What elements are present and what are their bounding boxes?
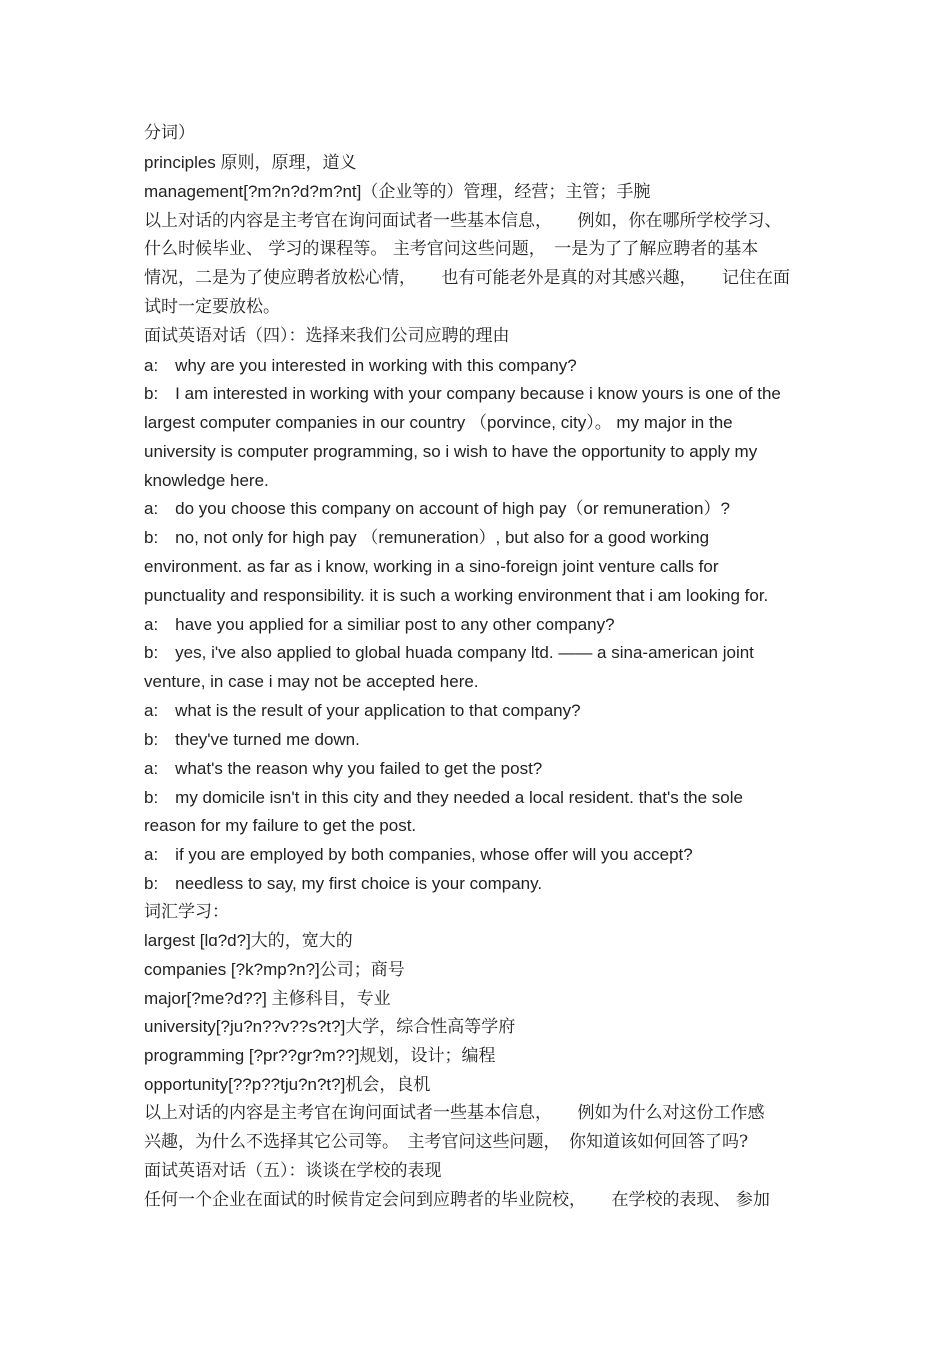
dialogue-line: b: yes, i've also applied to global huada company ltd. —— a sina-american joint (144, 643, 754, 662)
vocab-line: programming [?pr??ɡr?m??]规划，设计；编程 (144, 1046, 496, 1065)
paragraph-line: 试时一定要放松。 (144, 297, 280, 317)
dialogue-line: reason for my failure to get the post. (144, 816, 417, 835)
section-heading: 面试英语对话（四）：选择来我们公司应聘的理由 (144, 326, 510, 346)
paragraph-line: 情况，二是为了使应聘者放松心情， 也有可能老外是真的对其感兴趣， 记住在面 (144, 268, 790, 288)
text-line: 分词） (144, 123, 195, 143)
paragraph-line: 以上对话的内容是主考官在询问面试者一些基本信息， 例如，你在哪所学校学习、 (144, 211, 782, 231)
dialogue-line: venture, in case i may not be accepted here. (144, 672, 479, 691)
dialogue-line: a: have you applied for a similiar post to any other company? (144, 615, 615, 634)
paragraph-line: 以上对话的内容是主考官在询问面试者一些基本信息， 例如为什么对这份工作感 (144, 1103, 765, 1123)
dialogue-line: a: what is the result of your application to that company? (144, 701, 581, 720)
dialogue-line: a: why are you interested in working with this company? (144, 356, 577, 375)
dialogue-line: b: I am interested in working with your company because i know yours is one of the (144, 384, 781, 403)
dialogue-line: b: my domicile isn't in this city and they needed a local resident. that's the sole (144, 788, 743, 807)
paragraph-line: 什么时候毕业、 学习的课程等。 主考官问这些问题， 一是为了了解应聘者的基本 (144, 239, 759, 259)
section-heading: 面试英语对话（五）：谈谈在学校的表现 (144, 1161, 442, 1181)
dialogue-line: university is computer programming, so i wish to have the opportunity to apply my (144, 442, 758, 461)
dialogue-line: a: what's the reason why you failed to get the post? (144, 759, 543, 778)
dialogue-line: b: no, not only for high pay （remuneration）, but also for a good working (144, 528, 710, 547)
paragraph-line: 兴趣，为什么不选择其它公司等。 主考官问这些问题， 你知道该如何回答了吗? (144, 1132, 749, 1152)
dialogue-line: b: needless to say, my first choice is your company. (144, 874, 543, 893)
dialogue-line: largest computer companies in our country （porvince, city）。 my major in the (144, 413, 733, 432)
dialogue-line: knowledge here. (144, 471, 269, 490)
section-heading: 词汇学习： (144, 902, 229, 922)
vocab-line: companies [?k?mp?n?]公司；商号 (144, 960, 405, 979)
dialogue-line: a: do you choose this company on account of high pay（or remuneration）? (144, 499, 730, 518)
vocab-line: major[?me?d??] 主修科目，专业 (144, 989, 391, 1008)
paragraph-line: 任何一个企业在面试的时候肯定会问到应聘者的毕业院校， 在学校的表现、 参加 (144, 1190, 770, 1210)
vocab-line: principles 原则，原理，道义 (144, 153, 357, 172)
dialogue-line: a: if you are employed by both companies, whose offer will you accept? (144, 845, 693, 864)
dialogue-line: environment. as far as i know, working in a sino-foreign joint venture calls for (144, 557, 719, 576)
vocab-line: opportunity[??p??tju?n?t?]机会，良机 (144, 1075, 431, 1094)
vocab-line: management[?m?n?d?m?nt]（企业等的）管理，经营；主管；手腕 (144, 182, 651, 201)
vocab-line: university[?ju?n??v??s?t?]大学，综合性高等学府 (144, 1017, 516, 1036)
dialogue-line: b: they've turned me down. (144, 730, 360, 749)
vocab-line: largest [lɑ?d?]大的，宽大的 (144, 931, 353, 950)
dialogue-line: punctuality and responsibility. it is such a working environment that i am looking for. (144, 586, 769, 605)
